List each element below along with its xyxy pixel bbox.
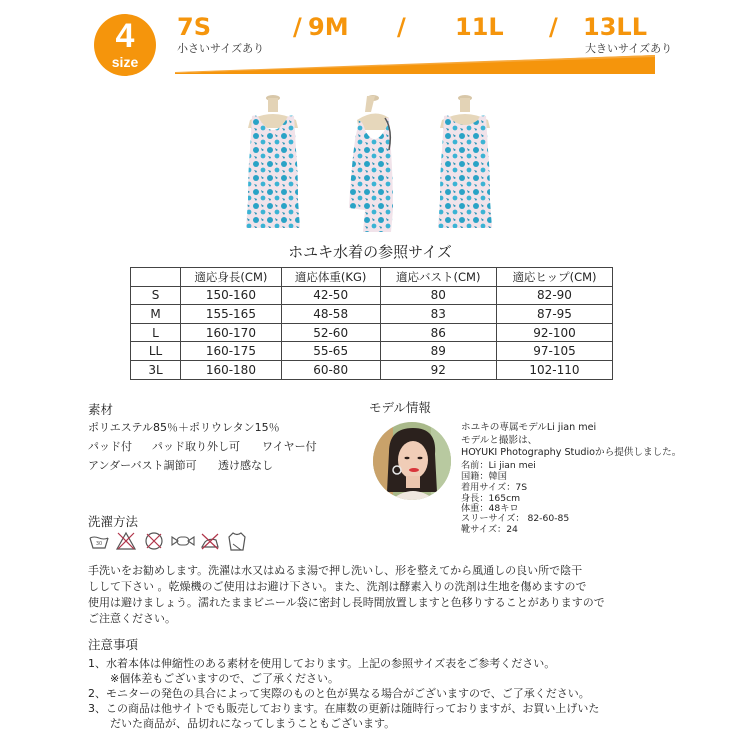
table-cell: 60-80 (281, 360, 380, 379)
model-weight: 体重：48キロ (461, 503, 519, 514)
product-front-image (238, 90, 308, 235)
note-item: だいた商品が、品切れになってしまうこともございます。 (88, 717, 396, 730)
feature-not-see-through: 透け感なし (218, 459, 273, 472)
table-cell: 87-95 (496, 305, 612, 324)
product-side-image (335, 90, 405, 235)
feature-removable-pad: パッド取り外し可 (152, 440, 240, 453)
hand-wash-icon (88, 530, 110, 552)
size-11l: 11L (455, 13, 504, 41)
model-nationality: 国籍：韓国 (461, 471, 507, 482)
large-size-note: 大きいサイズあり (585, 42, 673, 55)
table-cell: 52-60 (281, 323, 380, 342)
table-cell: 86 (380, 323, 496, 342)
table-cell: 80 (380, 286, 496, 305)
note-item: 3、この商品は他サイトでも販売しております。在庫数の更新は随時行っておりますが、お買い上げいた (88, 702, 600, 715)
washing-title: 洗濯方法 (88, 514, 139, 529)
model-name: 名前：Li jian mei (461, 460, 536, 471)
table-cell: 48-58 (281, 305, 380, 324)
notes-title: 注意事項 (88, 637, 139, 652)
column-header: 適応バスト(CM) (380, 268, 496, 287)
small-size-note: 小さいサイズあり (177, 42, 265, 55)
table-cell: 160-175 (181, 342, 282, 361)
size-separator: / (397, 13, 406, 41)
no-bleach-icon (115, 530, 137, 552)
model-intro-line: HOYUKI Photography Studioから提供しました。 (461, 447, 682, 458)
washing-text-line: ご注意ください。 (88, 612, 176, 625)
model-intro-line: ホユキの専属モデルLi jian mei (461, 422, 597, 433)
size-gradient-bar (175, 54, 655, 74)
table-cell: 160-170 (181, 323, 282, 342)
washing-text-line: 使用は避けましょう。濡れたままビニール袋に密封し長時間放置しますと色移りすることがありますので (88, 596, 605, 609)
note-item: ※個体差もございますので、ご了承ください。 (88, 672, 339, 685)
table-cell: 150-160 (181, 286, 282, 305)
model-intro-line: モデルと撮影は、 (461, 435, 538, 446)
table-cell: 92 (380, 360, 496, 379)
feature-wire: ワイヤー付 (262, 440, 317, 453)
table-cell: 92-100 (496, 323, 612, 342)
table-row (131, 342, 613, 361)
material-title: 素材 (88, 402, 114, 417)
wring-gently-icon (170, 530, 196, 552)
model-height: 身長：165cm (461, 493, 521, 504)
model-wearing-size: 着用サイズ：7S (461, 482, 528, 493)
table-row (131, 305, 613, 324)
note-item: 1、水着本体は伸縮性のある素材を使用しております。上記の参照サイズ表をご参考ください。 (88, 657, 556, 670)
feature-padded: パッド付 (88, 440, 132, 453)
model-avatar (373, 422, 451, 500)
table-row (131, 286, 613, 305)
size-13ll: 13LL (583, 13, 647, 41)
table-row (131, 323, 613, 342)
size-chart-table (130, 267, 613, 380)
product-back-image (430, 90, 500, 235)
size-cell: S (131, 286, 181, 305)
table-cell: 89 (380, 342, 496, 361)
size-cell: M (131, 305, 181, 324)
washing-text-line: しして下さい 。乾燥機のご使用はお避け下さい。また、洗剤は酵素入りの洗剤は生地を傷めますので (88, 580, 587, 593)
svg-text:30: 30 (95, 541, 103, 547)
model-measurements: スリーサイズ： 82-60-85 (461, 513, 570, 524)
table-cell: 102-110 (496, 360, 612, 379)
product-images (230, 90, 510, 235)
size-separator: / (293, 13, 302, 41)
size-count-badge (94, 14, 156, 76)
badge-number: 4 (115, 17, 135, 55)
size-separator: / (549, 13, 558, 41)
model-info-title: モデル情報 (369, 400, 431, 415)
size-chart-title: ホユキ水着の参照サイズ (288, 243, 452, 261)
table-cell: 160-180 (181, 360, 282, 379)
washing-text-line: 手洗いをお勧めします。洗濯は水又はぬるま湯で押し洗いし、形を整えてから風通しの良い所で陰干 (88, 564, 583, 577)
size-cell: LL (131, 342, 181, 361)
table-cell: 55-65 (281, 342, 380, 361)
dry-flat-shirt-icon (226, 530, 248, 552)
badge-label: size (111, 54, 139, 70)
model-shoe-size: 靴サイズ：24 (461, 524, 518, 535)
feature-adjustable-underbust: アンダーバスト調節可 (88, 459, 197, 472)
column-header: 適応身長(CM) (181, 268, 282, 287)
table-cell: 42-50 (281, 286, 380, 305)
note-item: 2、モニターの発色の具合によって実際のものと色が異なる場合がございますので、ご了承ください。 (88, 687, 590, 700)
size-cell: L (131, 323, 181, 342)
column-header (131, 268, 181, 287)
table-header-row (131, 268, 613, 287)
table-row (131, 360, 613, 379)
no-tumble-dry-icon (143, 530, 165, 552)
table-cell: 97-105 (496, 342, 612, 361)
size-cell: 3L (131, 360, 181, 379)
table-cell: 82-90 (496, 286, 612, 305)
column-header: 適応ヒップ(CM) (496, 268, 612, 287)
size-7s: 7S (177, 13, 211, 41)
size-range-row (175, 12, 653, 42)
material-composition: ポリエステル85％＋ポリウレタン15％ (88, 421, 280, 434)
no-iron-icon (199, 530, 221, 552)
column-header: 適応体重(KG) (281, 268, 380, 287)
size-9m: 9M (308, 13, 349, 41)
table-cell: 83 (380, 305, 496, 324)
table-cell: 155-165 (181, 305, 282, 324)
